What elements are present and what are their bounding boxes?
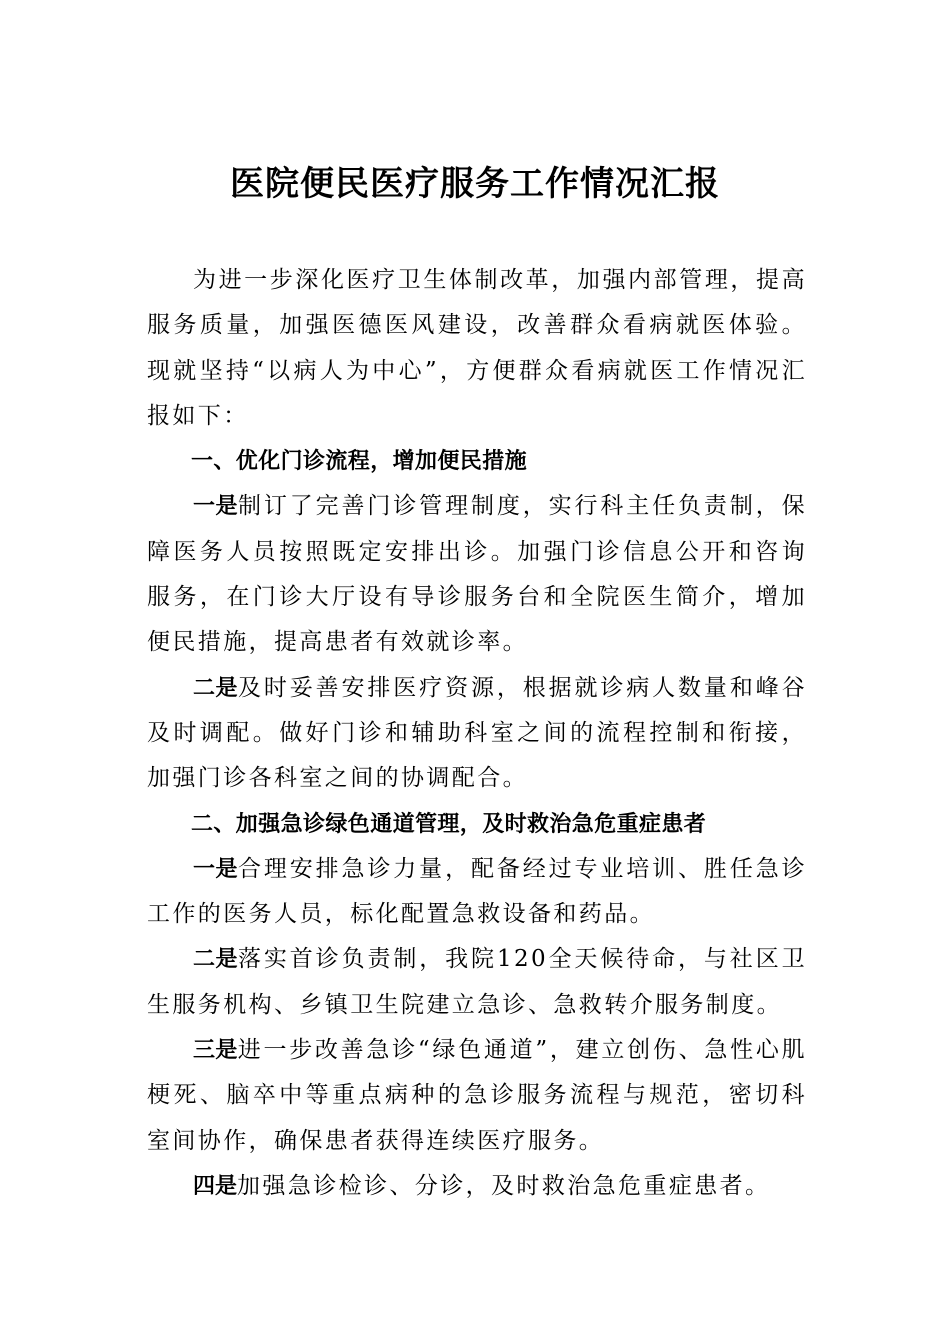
section-2-item-2 [147,937,807,1028]
item-lead: 二是 [193,947,238,973]
item-text: 合理安排急诊力量，配备经过专业培训、胜任急诊工作的医务人员，标化配置急救设备和药品。 [147,855,807,928]
section-1-item-2 [147,666,807,802]
item-text: 加强急诊检诊、分诊，及时救治急危重症患者。 [237,1172,771,1199]
item-text: 及时妥善安排医疗资源，根据就诊病人数量和峰谷及时调配。做好门诊和辅助科室之间的流程控制和衔接，加强门诊各科室之间的协调配合。 [147,674,807,792]
intro-paragraph: 为进一步深化医疗卫生体制改革，加强内部管理，提高服务质量，加强医德医风建设，改善群众看病就医体验。现就坚持“以病人为中心”，方便群众看病就医工作情况汇报如下： [147,267,807,429]
item-lead: 四是 [193,1173,238,1199]
item-lead: 三是 [193,1038,238,1064]
section-2-heading: 二、加强急诊绿色通道管理，及时救治急危重症患者 [191,811,707,837]
section-2-item-4 [147,1164,807,1209]
section-1-heading: 一、优化门诊流程，增加便民措施 [191,449,528,475]
section-1-item-1 [147,484,807,665]
item-lead: 一是 [193,856,238,882]
item-lead: 一是 [193,494,238,520]
item-text: 进一步改善急诊“绿色通道”，建立创伤、急性心肌梗死、脑卒中等重点病种的急诊服务流程与规范，密切科室间协作，确保患者获得连续医疗服务。 [147,1037,807,1154]
item-text: 落实首诊负责制，我院120全天候待命，与社区卫生服务机构、乡镇卫生院建立急诊、急救转介服务制度。 [147,946,807,1018]
item-text: 制订了完善门诊管理制度，实行科主任负责制，保障医务人员按照既定安排出诊。加强门诊信息公开和咨询服务，在门诊大厅设有导诊服务台和全院医生简介，增加便民措施，提高患者有效就诊率。 [147,493,807,656]
document-title: 医院便民医疗服务工作情况汇报 [230,164,720,204]
section-2-item-1 [147,847,807,938]
item-lead: 二是 [193,675,238,701]
document-body [147,258,807,1209]
section-2-item-3 [147,1028,807,1164]
